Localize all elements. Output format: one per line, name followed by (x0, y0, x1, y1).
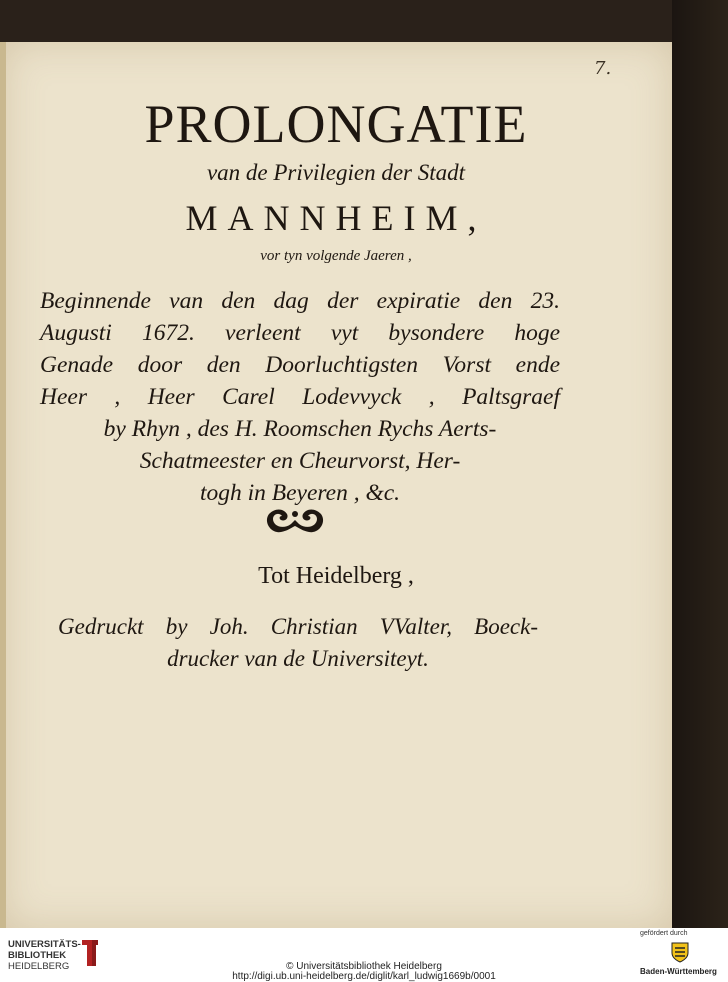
city-heading: MANNHEIM, (185, 198, 487, 238)
page-title: PROLONGATIE (144, 94, 528, 154)
scan-top-margin (0, 0, 672, 42)
body-line: Beginnende van den dag der expiratie den 23. (40, 288, 560, 314)
sponsor-name: Baden-Württemberg (640, 967, 717, 976)
state-crest-icon (668, 940, 692, 964)
imprint-line: drucker van de Universiteyt. (167, 646, 429, 671)
place-of-printing: Tot Heidelberg , (258, 563, 414, 589)
body-line: Genade door den Doorluchtigsten Vorst ende (40, 352, 560, 378)
imprint (58, 611, 538, 675)
sponsor-label: gefördert durch (640, 930, 688, 937)
library-name-line: BIBLIOTHEK (8, 950, 67, 961)
imprint-line: Gedruckt by Joh. Christian VValter, Boeck- (58, 614, 538, 639)
body-line: Schatmeester en Cheurvorst, Her- (139, 448, 461, 474)
subtitle-privileges: van de Privilegien der Stadt (206, 160, 466, 185)
library-name-line: HEIDELBERG (8, 961, 70, 972)
subtitle-years: vor tyn volgende Jaeren , (260, 248, 412, 264)
printer-ornament-icon (265, 506, 325, 536)
folio-number: 7. (594, 58, 612, 79)
library-name-line: UNIVERSITÄTS- (8, 939, 81, 950)
body-line: togh in Beyeren , &c. (199, 480, 401, 506)
body-line: Heer , Heer Carel Lodevvyck , Paltsgraef (40, 384, 560, 410)
document-url[interactable]: http://digi.ub.uni-heidelberg.de/diglit/karl_ludwig1669b/0001 (232, 971, 496, 982)
body-paragraph (40, 285, 560, 509)
body-line: Augusti 1672. verleent vyt bysondere hoge (40, 320, 560, 346)
scan-right-margin (672, 0, 728, 928)
copyright-text: © Universitätsbibliothek Heidelberg (286, 961, 442, 972)
body-line: by Rhyn , des H. Roomschen Rychs Aerts- (103, 416, 497, 442)
